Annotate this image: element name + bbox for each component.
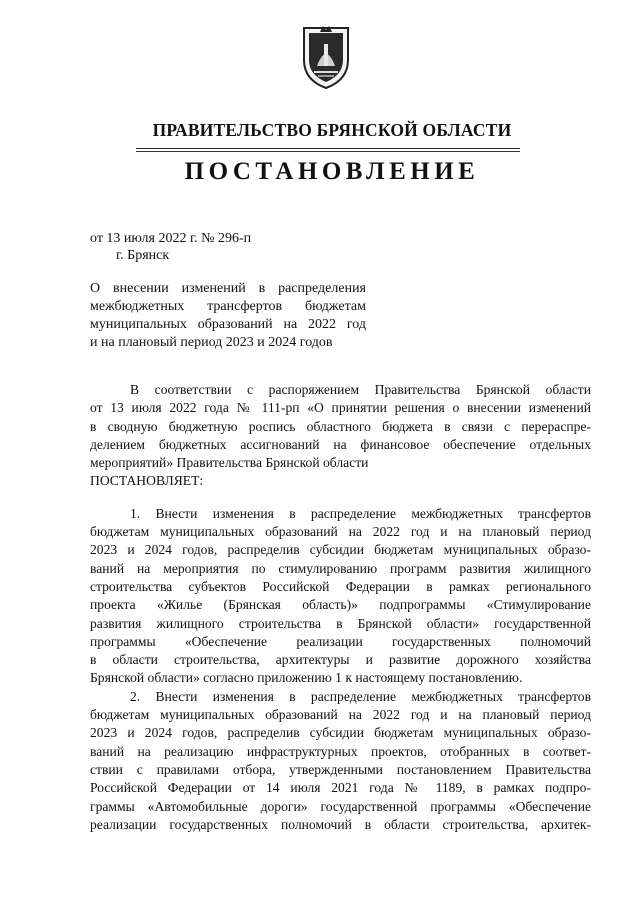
- government-heading: ПРАВИТЕЛЬСТВО БРЯНСКОЙ ОБЛАСТИ: [152, 120, 512, 140]
- body-line: Брянской области» согласно приложению 1 к настоящему постановлению.: [90, 670, 523, 686]
- document-date-number: от 13 июля 2022 г. № 296-п: [90, 231, 252, 246]
- item-1-paragraph: [90, 505, 591, 688]
- body-line: ваний на мероприятия по стимулированию программ развития жилищного: [90, 560, 591, 576]
- body-line: 2023 и 2024 годов, распределив субсидии бюджетам муниципальных образо-: [90, 725, 591, 741]
- body-line: 2. Внести изменения в распределение межбюджетных трансфертов: [130, 688, 591, 704]
- body-line: от 13 июля 2022 года № 111-рп «О принятии решения о внесении изменений: [90, 400, 591, 416]
- body-line: ваний на реализацию инфраструктурных проектов, отобранных в соответ-: [90, 743, 591, 759]
- preamble-paragraph: [90, 381, 591, 491]
- body-line: проекта «Жилье (Брянская область)» подпрограммы «Стимулирование: [90, 597, 591, 613]
- body-line: В соответствии с распоряжением Правительства Брянской области: [130, 382, 591, 397]
- body-line: развития жилищного строительства в Брянской области» государственной: [90, 615, 591, 631]
- body-line: граммы «Автомобильные дороги» государственной программы «Обеспечение: [90, 798, 591, 814]
- body-line: программы «Обеспечение реализации государственных полномочий: [90, 633, 591, 649]
- body-line: 1. Внести изменения в распределение межбюджетных трансфертов: [130, 505, 591, 521]
- subject-line: и на плановый период 2023 и 2024 годов: [90, 335, 333, 350]
- subject-line: О внесении изменений в распределения: [90, 281, 366, 296]
- subject-line: муниципальных образований на 2022 год: [90, 317, 366, 332]
- header-rule-thin: [136, 151, 520, 152]
- header-rule-thick: [136, 148, 520, 149]
- body-line: строительства субъектов Российской Федерации в рамках регионального: [90, 578, 591, 594]
- body-line: мероприятий» Правительства Брянской области: [90, 455, 369, 471]
- document-type-title: ПОСТАНОВЛЕНИЕ: [184, 158, 480, 185]
- resolves-keyword: ПОСТАНОВЛЯЕТ:: [90, 473, 204, 489]
- body-line: бюджетам муниципальных образований на 2022 год и на плановый период: [90, 524, 591, 540]
- body-line: ствии с правилами отбора, утвержденными постановлением Правительства: [90, 761, 591, 777]
- document-body: [90, 381, 591, 834]
- item-2-paragraph: [90, 688, 591, 834]
- body-line: делением бюджетных ассигнований на финансовое обеспечение отдельных: [90, 436, 591, 452]
- body-line: Российской Федерации от 14 июля 2021 года № 1189, в рамках подпро-: [90, 780, 591, 796]
- body-line: 2023 и 2024 годов, распределив субсидии бюджетам муниципальных образо-: [90, 542, 591, 558]
- document-subject: [90, 280, 366, 352]
- subject-line: межбюджетных трансфертов бюджетам: [90, 299, 366, 314]
- body-line: в области строительства, архитектуры и развитие дорожного хозяйства: [90, 652, 591, 668]
- body-line: в сводную бюджетную роспись областного бюджета в связи с перераспре-: [90, 418, 591, 434]
- body-line: реализации государственных полномочий в области строительства, архитек-: [90, 816, 591, 832]
- document-city: г. Брянск: [116, 248, 170, 263]
- bryansk-coat-of-arms-icon: [300, 22, 352, 90]
- body-line: бюджетам муниципальных образований на 2022 год и на плановый период: [90, 707, 591, 723]
